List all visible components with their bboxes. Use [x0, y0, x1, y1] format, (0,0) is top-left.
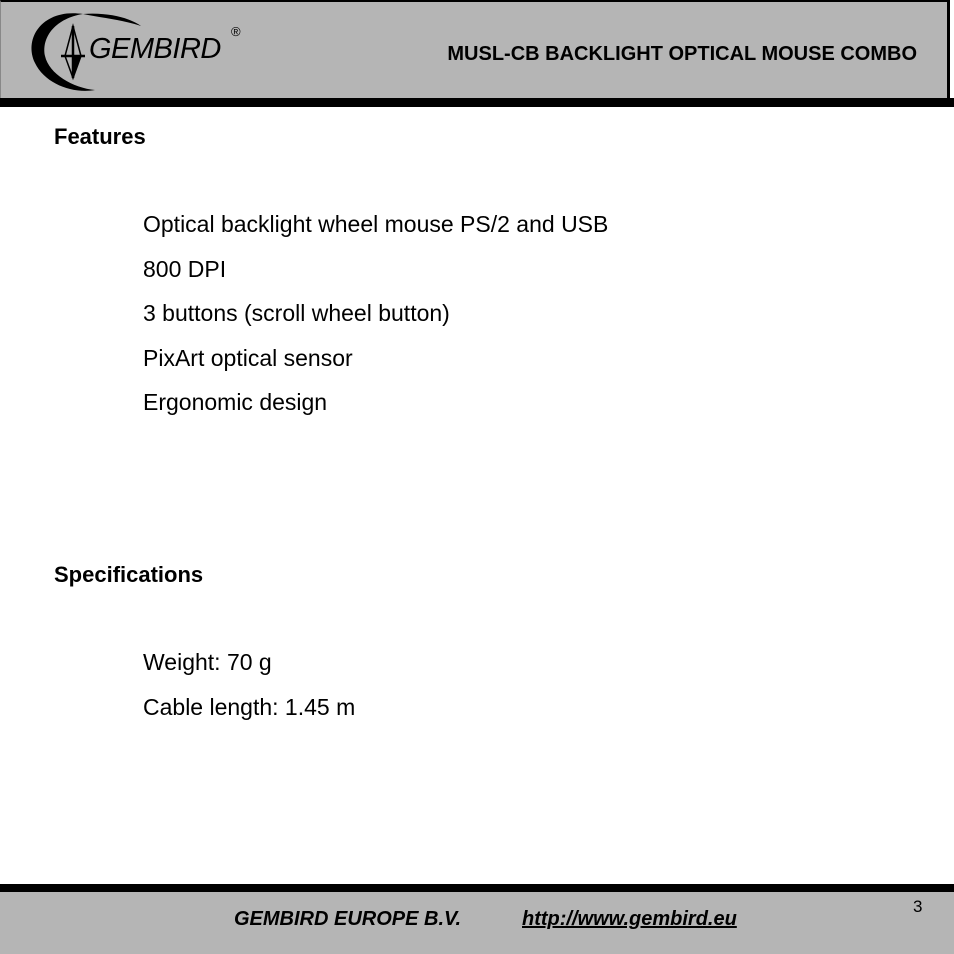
list-item: Optical backlight wheel mouse PS/2 and USB [143, 211, 609, 237]
logo-wordmark: GEMBIRD [89, 33, 221, 65]
list-item: Weight: 70 g [143, 649, 272, 675]
gembird-logo [23, 8, 253, 96]
features-list [143, 209, 608, 432]
footer-url-link[interactable]: http://www.gembird.eu [522, 908, 737, 930]
header-rule [0, 98, 954, 107]
list-item: 3 buttons (scroll wheel button) [143, 300, 450, 327]
footer-company: GEMBIRD EUROPE B.V. [234, 908, 462, 930]
footer-rule [0, 884, 954, 892]
list-item: Cable length: 1.45 m [143, 693, 356, 720]
page-header [0, 0, 950, 98]
features-heading: Features [54, 124, 146, 149]
registered-mark: ® [231, 24, 241, 39]
page-footer [0, 892, 954, 954]
list-item: PixArt optical sensor [143, 344, 353, 371]
list-item: Ergonomic design [143, 389, 328, 416]
list-item: 800 DPI [143, 255, 227, 282]
page-number: 3 [913, 897, 923, 916]
document-title: MUSL-CB BACKLIGHT OPTICAL MOUSE COMBO [447, 43, 917, 65]
specifications-list [143, 647, 355, 736]
specifications-heading: Specifications [54, 562, 204, 587]
